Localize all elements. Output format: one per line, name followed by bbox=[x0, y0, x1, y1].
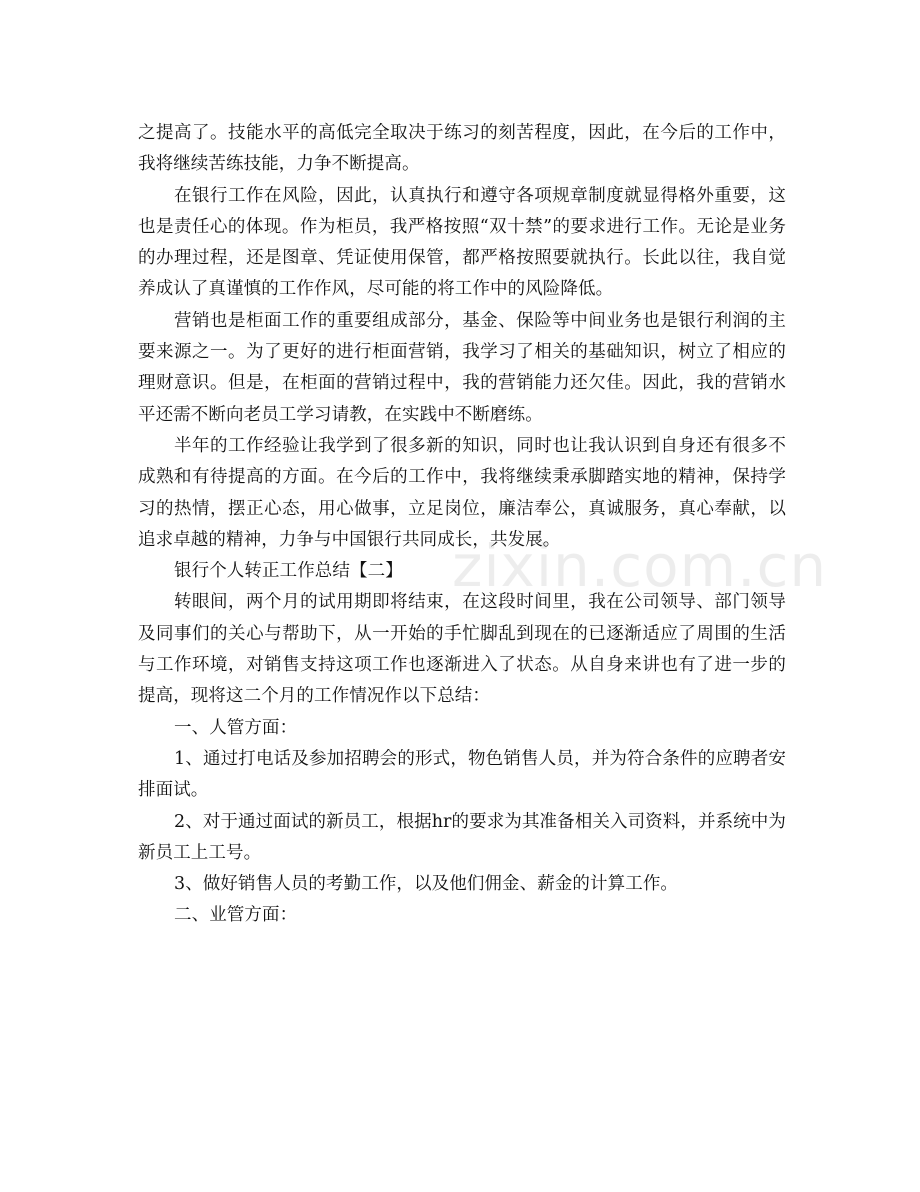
list-item-2: 2、对于通过面试的新员工，根据hr的要求为其准备相关入司资料，并系统中为新员工上工号。 bbox=[138, 811, 786, 863]
watermark: zixin.com.cn bbox=[452, 532, 828, 600]
paragraph-probation-intro: 转眼间，两个月的试用期即将结束，在这段时间里，我在公司领导、部门领导及同事们的关心与帮助下，从一开始的手忙脚乱到现在的已逐渐适应了周围的生活与工作环境，对销售支持这项工作也逐渐进入了状态。从自身来讲也有了进一步的提高，现将这二个月的工作情况作以下总结： bbox=[138, 592, 786, 707]
list-item-3: 3、做好销售人员的考勤工作，以及他们佣金、薪金的计算工作。 bbox=[174, 874, 679, 895]
subheading-business: 二、业管方面： bbox=[174, 905, 298, 926]
section-title-part-two: 银行个人转正工作总结【二】 bbox=[174, 561, 403, 582]
paragraph-risk-compliance: 在银行工作在风险，因此，认真执行和遵守各项规章制度就显得格外重要，这也是责任心的体现。作为柜员，我严格按照“双十禁”的要求进行工作。无论是业务的办理过程，还是图章、凭证使用保管，都严格按照要就执行。长此以往，我自觉养成认了真谨慎的工作作风，尽可能的将工作中的风险降低。 bbox=[138, 185, 786, 300]
paragraph-half-year-summary: 半年的工作经验让我学到了很多新的知识，同时也让我认识到自身还有很多不成熟和有待提高的方面。在今后的工作中，我将继续秉承脚踏实地的精神，保持学习的热情，摆正心态，用心做事，立足岗位，廉洁奉公，真诚服务，真心奉献，以追求卓越的精神，力争与中国银行共同成长，共发展。 bbox=[138, 435, 786, 550]
subheading-personnel: 一、人管方面： bbox=[174, 717, 298, 738]
paragraph-continuation: 之提高了。技能水平的高低完全取决于练习的刻苦程度，因此，在今后的工作中，我将继续苦练技能，力争不断提高。 bbox=[138, 123, 786, 175]
document-body bbox=[138, 118, 786, 932]
paragraph-marketing: 营销也是柜面工作的重要组成部分，基金、保险等中间业务也是银行利润的主要来源之一。为了更好的进行柜面营销，我学习了相关的基础知识，树立了相应的理财意识。但是，在柜面的营销过程中，我的营销能力还欠佳。因此，我的营销水平还需不断向老员工学习请教，在实践中不断磨练。 bbox=[138, 310, 786, 425]
list-item-1: 1、通过打电话及参加招聘会的形式，物色销售人员，并为符合条件的应聘者安排面试。 bbox=[138, 748, 786, 801]
